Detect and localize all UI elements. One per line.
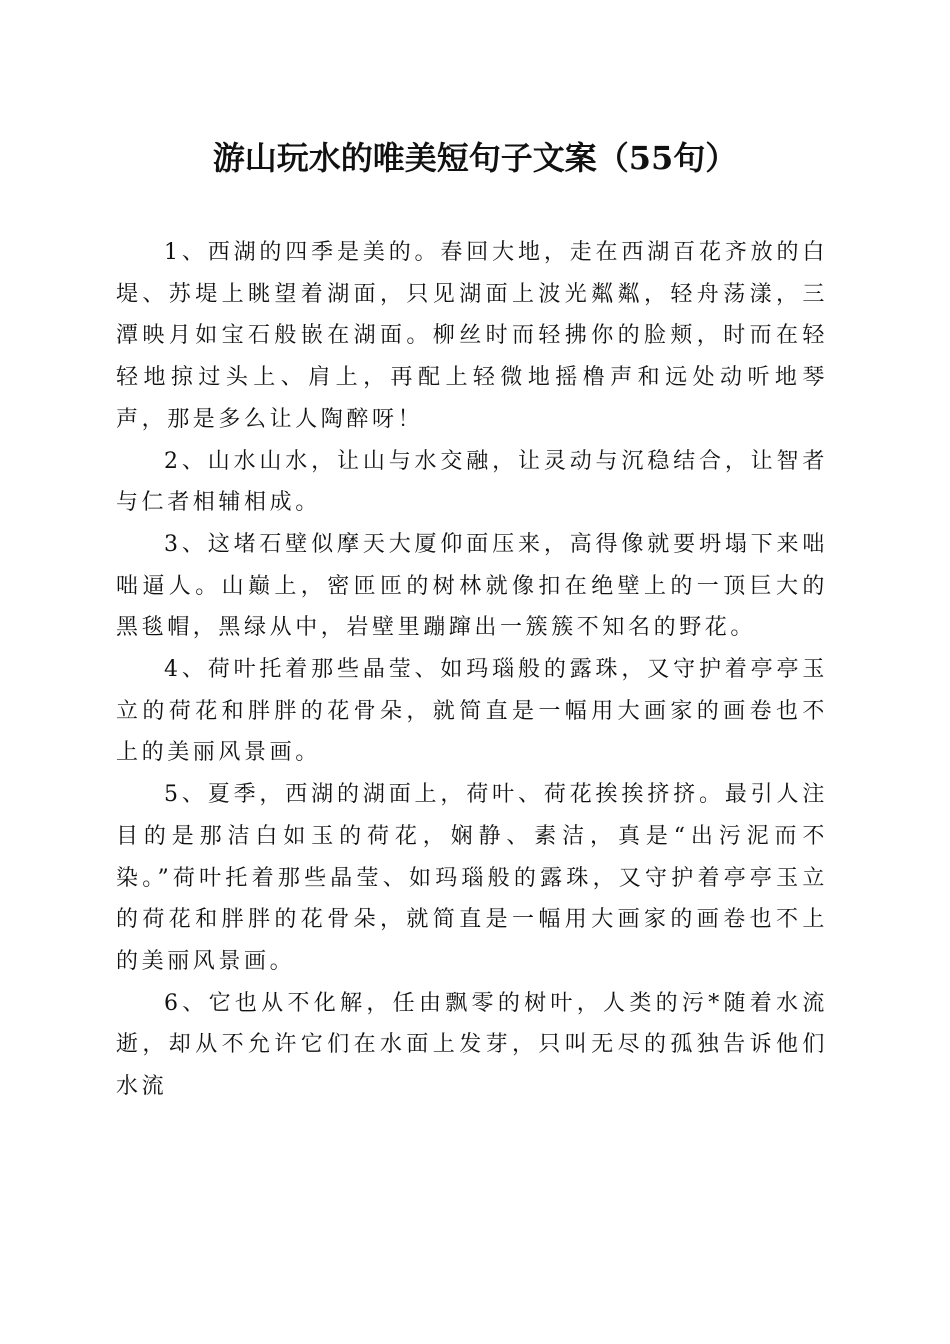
paragraph-1: 1、西湖的四季是美的。春回大地，走在西湖百花齐放的白堤、苏堤上眺望着湖面，只见湖面上波光粼粼，轻舟荡漾，三潭映月如宝石般嵌在湖面。柳丝时而轻拂你的脸颊，时而在轻轻地掠过头上、肩上，再配上轻微地摇橹声和远处动听地琴声，那是多么让人陶醉呀！ <box>116 240 828 432</box>
paragraph-3: 3、这堵石壁似摩天大厦仰面压来，高得像就要坍塌下来咄咄逼人。山巅上，密匝匝的树林就像扣在绝壁上的一顶巨大的黑毯帽，黑绿从中，岩壁里蹦蹿出一簇簇不知名的野花。 <box>116 531 828 641</box>
paragraph-4: 4、荷叶托着那些晶莹、如玛瑙般的露珠，又守护着亭亭玉立的荷花和胖胖的花骨朵，就简直是一幅用大画家的画卷也不上的美丽风景画。 <box>116 657 828 766</box>
document-title: 游山玩水的唯美短句子文案（55句） <box>212 139 738 177</box>
paragraph-5: 5、夏季，西湖的湖面上，荷叶、荷花挨挨挤挤。最引人注目的是那洁白如玉的荷花，娴静、素洁，真是“出污泥而不染。”荷叶托着那些晶莹、如玛瑙般的露珠，又守护着亭亭玉立的荷花和胖胖的花骨朵，就简直是一幅用大画家的画卷也不上的美丽风景画。 <box>116 782 828 974</box>
document-body <box>116 232 828 1108</box>
paragraph-6: 6、它也从不化解，任由飘零的树叶，人类的污*随着水流逝，却从不允许它们在水面上发芽，只叫无尽的孤独告诉他们水流 <box>116 990 828 1100</box>
paragraph-2: 2、山水山水，让山与水交融，让灵动与沉稳结合，让智者与仁者相辅相成。 <box>116 448 828 516</box>
